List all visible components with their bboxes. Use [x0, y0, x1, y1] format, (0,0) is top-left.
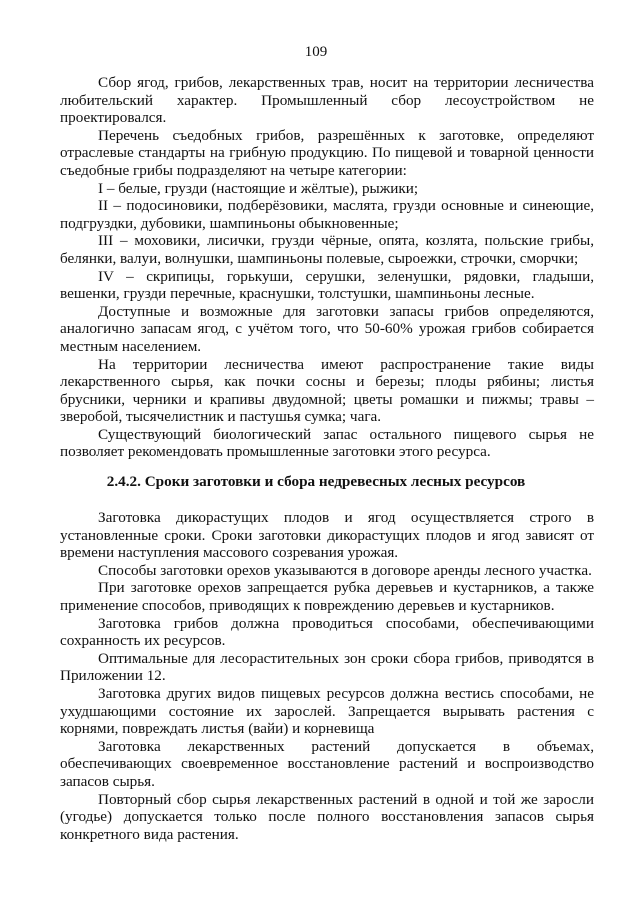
text-block-after-heading: [60, 509, 594, 843]
paragraph: Сбор ягод, грибов, лекарственных трав, носит на территории лесничества любительский характер. Промышленный сбор лесоустройством не проектировался.: [60, 74, 594, 127]
section-heading: 2.4.2. Сроки заготовки и сбора недревесных лесных ресурсов: [106, 473, 526, 490]
paragraph: II – подосиновики, подберёзовики, маслята, грузди основные и синеющие, подгруздки, дубовики, шампиньоны обыкновенные;: [60, 197, 594, 232]
paragraph: Заготовка грибов должна проводиться способами, обеспечивающими сохранность их ресурсов.: [60, 614, 594, 650]
paragraph: Перечень съедобных грибов, разрешённых к заготовке, определяют отраслевые стандарты на грибную продукцию. По пищевой и товарной ценности съедобные грибы подразделяют на четыре категории:: [60, 126, 594, 179]
paragraph: Доступные и возможные для заготовки запасы грибов определяются, аналогично запасам ягод, с учётом того, что 50-60% урожая грибов собирается местным населением.: [60, 302, 594, 355]
paragraph: III – моховики, лисички, грузди чёрные, опята, козлята, польские грибы, белянки, валуи, волнушки, шампиньоны полевые, сыроежки, строчки, сморчки;: [60, 232, 594, 267]
paragraph: Заготовка других видов пищевых ресурсов должна вестись способами, не ухудшающими состояние их зарослей. Запрещается вырывать растения с корнями, повреждать листья (вайи) и корневища: [60, 684, 594, 738]
page-number: 109: [304, 44, 328, 60]
paragraph: Способы заготовки орехов указываются в договоре аренды лесного участка.: [98, 561, 592, 579]
paragraph: На территории лесничества имеют распространение такие виды лекарственного сырья, как почки сосны и березы; плоды рябины; листья брусники, черники и крапивы двудомной; цветы ромашки и пижмы; травы – зверобой, тысячелистник и пастушья сумка; чага.: [60, 355, 594, 426]
paragraph: IV – скрипицы, горькуши, серушки, зеленушки, рядовки, гладыши, вешенки, грузди перечные, краснушки, толстушки, шампиньоны лесные.: [60, 267, 594, 303]
paragraph: Заготовка дикорастущих плодов и ягод осуществляется строго в установленные сроки. Сроки заготовки дикорастущих плодов и ягод зависят от времени наступления массового созревания урожая.: [60, 509, 594, 562]
text-block-before-heading: [60, 74, 594, 461]
paragraph: При заготовке орехов запрещается рубка деревьев и кустарников, а также применение способов, приводящих к повреждению деревьев и кустарников.: [60, 579, 594, 614]
paragraph: I – белые, грузди (настоящие и жёлтые), рыжики;: [98, 179, 419, 197]
paragraph: Заготовка лекарственных растений допускается в объемах, обеспечивающих своевременное восстановление растений и воспроизводство запасов сырья.: [60, 737, 594, 790]
paragraph: Оптимальные для лесорастительных зон сроки сбора грибов, приводятся в Приложении 12.: [60, 649, 594, 685]
paragraph: Существующий биологический запас остального пищевого сырья не позволяет рекомендовать промышленные заготовки этого ресурса.: [60, 425, 594, 461]
paragraph: Повторный сбор сырья лекарственных растений в одной и той же заросли (угодье) допускается только после полного восстановления запасов сырья конкретного вида растения.: [60, 790, 594, 843]
